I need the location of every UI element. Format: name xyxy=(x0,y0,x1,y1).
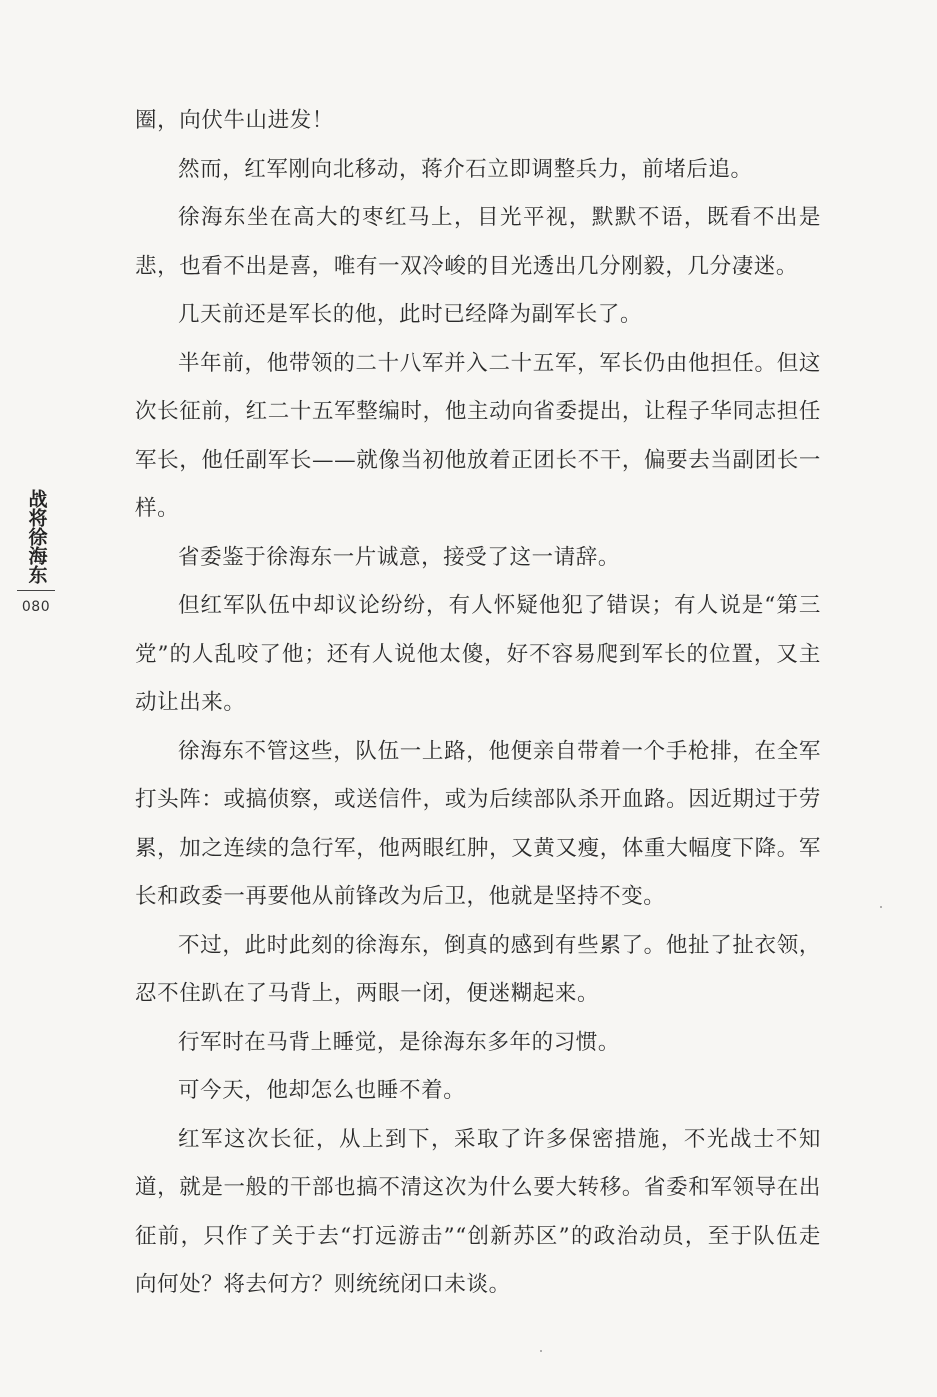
paper-speck xyxy=(540,1350,542,1352)
paragraph: 不过，此时此刻的徐海东，倒真的感到有些累了。他扯了扯衣领，忍不住趴在了马背上，两眼一闭，便迷糊起来。 xyxy=(135,932,821,1006)
paper-speck xyxy=(880,906,882,908)
paragraph: 半年前，他带领的二十八军并入二十五军，军长仍由他担任。但这次长征前，红二十五军整编时，他主动向省委提出，让程子华同志担任军长，他任副军长——就像当初他放着正团长不干，偏要去当副团长一样。 xyxy=(135,350,821,521)
body-text xyxy=(135,97,821,1310)
paragraph: 徐海东不管这些，队伍一上路，他便亲自带着一个手枪排，在全军打头阵：或搞侦察，或送信件，或为后续部队杀开血路。因近期过于劳累，加之连续的急行军，他两眼红肿，又黄又瘦，体重大幅度下降。军长和政委一再要他从前锋改为后卫，他就是坚持不变。 xyxy=(135,738,821,909)
book-title: 战将徐海东 xyxy=(25,488,48,584)
paragraph: 可今天，他却怎么也睡不着。 xyxy=(178,1078,466,1103)
paragraph: 但红军队伍中却议论纷纷，有人怀疑他犯了错误；有人说是“第三党”的人乱咬了他；还有人说他太傻，好不容易爬到军长的位置，又主动让出来。 xyxy=(135,593,821,715)
paragraph: 省委鉴于徐海东一片诚意，接受了这一请辞。 xyxy=(178,544,621,570)
sidebar-divider xyxy=(17,590,55,591)
page-number: 080 xyxy=(21,599,51,615)
paragraph: 圈，向伏牛山进发！ xyxy=(135,108,334,133)
paragraph: 几天前还是军长的他，此时已经降为副军长了。 xyxy=(178,302,643,327)
running-header-sidebar xyxy=(16,488,56,615)
paragraph: 红军这次长征，从上到下，采取了许多保密措施，不光战士不知道，就是一般的干部也搞不清这次为什么要大转移。省委和军领导在出征前，只作了关于去“打远游击”“创新苏区”的政治动员，至于队伍走向何处？将去何方？则统统闭口未谈。 xyxy=(135,1126,821,1297)
paragraph: 行军时在马背上睡觉，是徐海东多年的习惯。 xyxy=(178,1029,621,1055)
paragraph: 徐海东坐在高大的枣红马上，目光平视，默默不语，既看不出是悲，也看不出是喜，唯有一双冷峻的目光透出几分刚毅，几分凄迷。 xyxy=(135,205,821,279)
paragraph: 然而，红军刚向北移动，蒋介石立即调整兵力，前堵后追。 xyxy=(178,156,753,182)
